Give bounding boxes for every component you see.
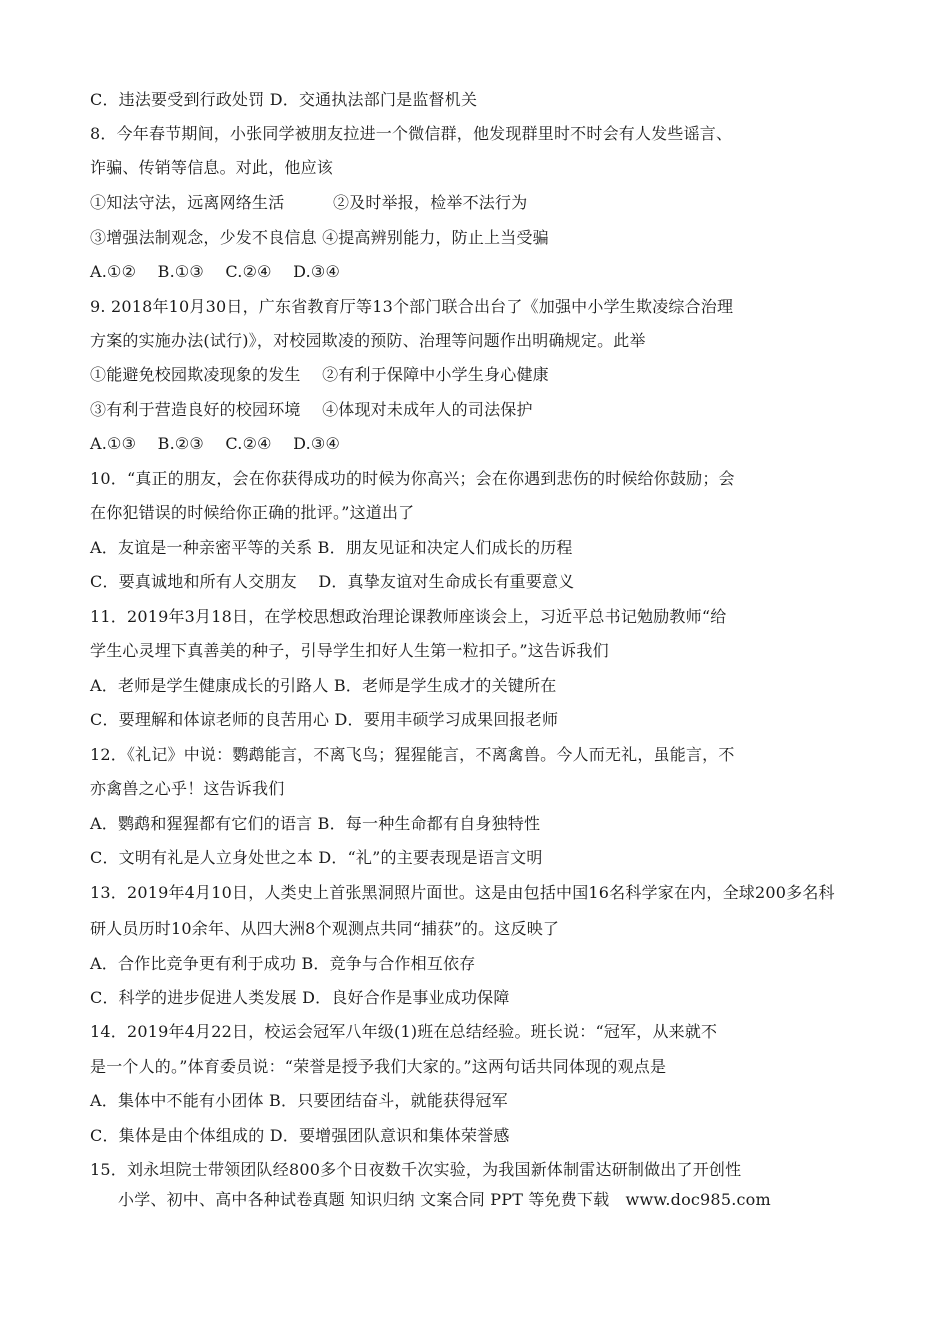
text-line: 12．《礼记》中说：鹦鹉能言，不离飞鸟；猩猩能言，不离禽兽。今人而无礼，虽能言，不: [90, 745, 735, 764]
text-line: 13．2019年4月10日，人类史上首张黑洞照片面世。这是由包括中国16名科学家在内，全球200多名科: [90, 883, 835, 902]
text-line: 11．2019年3月18日，在学校思想政治理论课教师座谈会上，习近平总书记勉励教师“给: [90, 607, 727, 626]
text-line: C．违法要受到行政处罚 D．交通执法部门是监督机关: [90, 90, 478, 109]
text-line: 亦禽兽之心乎！这告诉我们: [90, 779, 285, 798]
text-line: C．文明有礼是人立身处世之本 D．“礼”的主要表现是语言文明: [90, 848, 543, 867]
text-line: 15．刘永坦院士带领团队经800多个日夜数千次实验，为我国新体制雷达研制做出了开创性: [90, 1160, 742, 1179]
text-line: 诈骗、传销等信息。对此，他应该: [90, 158, 334, 177]
text-line: 8．今年春节期间，小张同学被朋友拉进一个微信群，他发现群里时不时会有人发些谣言、: [90, 124, 733, 143]
text-line: 学生心灵埋下真善美的种子，引导学生扣好人生第一粒扣子。”这告诉我们: [90, 641, 609, 660]
text-line: 10．“真正的朋友，会在你获得成功的时候为你高兴；会在你遇到悲伤的时候给你鼓励；会: [90, 469, 735, 488]
page-footer: 小学、初中、高中各种试卷真题 知识归纳 文案合同 PPT 等免费下载 www.doc985.com: [118, 1190, 771, 1209]
text-line: ①能避免校园欺凌现象的发生 ②有利于保障中小学生身心健康: [90, 365, 549, 384]
text-line: ①知法守法，远离网络生活 ②及时举报，检举不法行为: [90, 193, 528, 212]
text-line: C．集体是由个体组成的 D．要增强团队意识和集体荣誉感: [90, 1126, 510, 1145]
text-line: C．科学的进步促进人类发展 D．良好合作是事业成功保障: [90, 988, 510, 1007]
text-line: A.①③ B.②③ C.②④ D.③④: [90, 434, 340, 453]
text-line: ③增强法制观念，少发不良信息 ④提高辨别能力，防止上当受骗: [90, 228, 549, 247]
text-line: ③有利于营造良好的校园环境 ④体现对未成年人的司法保护: [90, 400, 533, 419]
text-line: C．要真诚地和所有人交朋友 D．真挚友谊对生命成长有重要意义: [90, 572, 575, 591]
text-line: A．老师是学生健康成长的引路人 B．老师是学生成才的关键所在: [90, 676, 557, 695]
text-line: 在你犯错误的时候给你正确的批评。”这道出了: [90, 503, 415, 522]
text-line: 14．2019年4月22日，校运会冠军八年级(1)班在总结经验。班长说：“冠军，从来就不: [90, 1022, 718, 1041]
text-line: A.①② B.①③ C.②④ D.③④: [90, 262, 340, 281]
text-line: 研人员历时10余年、从四大洲8个观测点共同“捕获”的。这反映了: [90, 919, 560, 938]
text-line: 是一个人的。”体育委员说：“荣誉是授予我们大家的。”这两句话共同体现的观点是: [90, 1057, 667, 1076]
text-line: C．要理解和体谅老师的良苦用心 D．要用丰硕学习成果回报老师: [90, 710, 559, 729]
text-line: A．友谊是一种亲密平等的关系 B．朋友见证和决定人们成长的历程: [90, 538, 573, 557]
text-line: A．合作比竞争更有利于成功 B．竞争与合作相互依存: [90, 954, 476, 973]
text-line: A．集体中不能有小团体 B．只要团结奋斗，就能获得冠军: [90, 1091, 508, 1110]
text-line: A．鹦鹉和猩猩都有它们的语言 B．每一种生命都有自身独特性: [90, 814, 541, 833]
text-line: 方案的实施办法(试行)》，对校园欺凌的预防、治理等问题作出明确规定。此举: [90, 331, 646, 350]
text-line: 9. 2018年10月30日，广东省教育厅等13个部门联合出台了《加强中小学生欺凌综合治理: [90, 297, 734, 316]
